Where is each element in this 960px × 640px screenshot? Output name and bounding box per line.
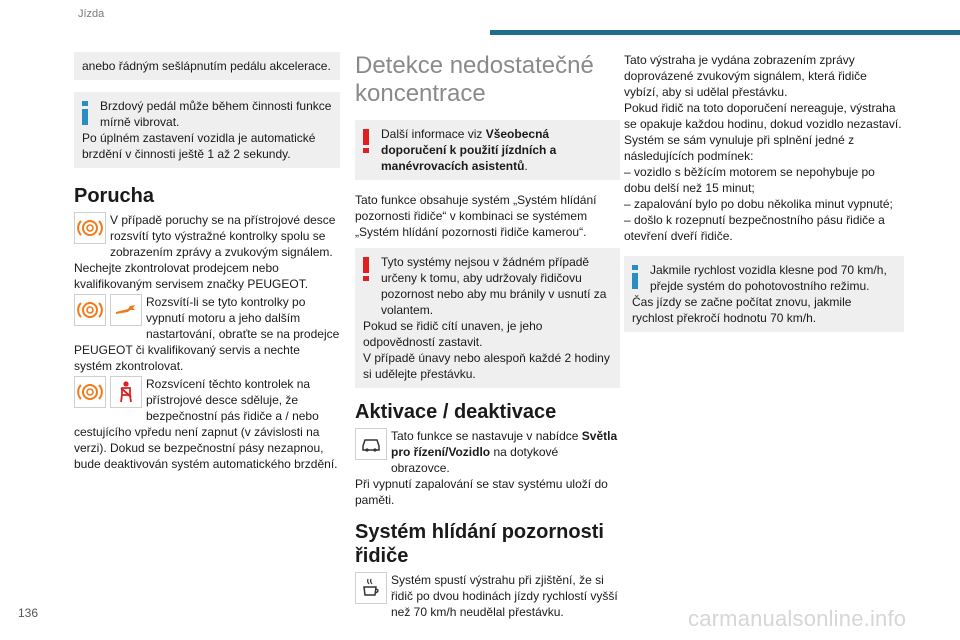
- heading-system: Systém hlídání pozornosti řidiče: [355, 521, 604, 567]
- warning-icon: [363, 129, 369, 153]
- watermark: carmanualsonline.info: [688, 606, 907, 631]
- intro-text: Tato funkce obsahuje systém „Systém hlídání pozornosti řidiče“ v kombinaci se systémem „Systém hlídání pozornosti řidiče kamerou“.: [355, 193, 597, 239]
- warning-box-general: [355, 120, 620, 180]
- memory-text: Při vypnutí zapalování se stav systému uloží do paměti.: [355, 477, 608, 507]
- warning-text-1: Další informace viz Všeobecná doporučení k použití jízdních a manévrovacích asistentů.: [381, 127, 557, 173]
- reset-text: Systém se sám vynuluje při splnění jedné z následujících podmínek:: [624, 133, 855, 163]
- header-accent-bar: [490, 30, 960, 35]
- info-icon: [632, 265, 638, 289]
- heading-aktivace: Aktivace / deaktivace: [355, 401, 557, 423]
- seatbelt-paragraph: [74, 376, 340, 472]
- info-box-brake-pedal: [74, 92, 340, 168]
- info-box-speed: [624, 256, 904, 332]
- restart-paragraph: [74, 294, 340, 374]
- heading-detekce: Detekce nedostatečné koncentrace: [355, 52, 594, 107]
- column-right: [624, 52, 904, 332]
- brake-warning-icon: [74, 376, 106, 408]
- speed-text-1: Jakmile rychlost vozidla klesne pod 70 km/h, přejde systém do pohotovostního režimu.: [650, 263, 887, 293]
- warning-box-fatigue: [355, 248, 620, 388]
- running-header: Jízda: [78, 8, 105, 20]
- activation-text: Tato funkce se nastavuje v nabídce Světla pro řízení/Vozidlo na dotykové obrazovce.: [391, 429, 618, 475]
- system-text: Systém spustí výstrahu při zjištění, že si řidič po dvou hodinách jízdy rychlostí vyšší než 70 km/h neudělal přestávku.: [391, 573, 618, 619]
- fault-paragraph: [74, 212, 340, 260]
- fatigue-text-1: Tyto systémy nejsou v žádném případě určeny k tomu, aby udržovaly řidičovu pozornost nebo aby mu bránily v usnutí za volantem.: [381, 255, 607, 317]
- speed-text-2: Čas jízdy se začne počítat znovu, jakmile rychlost překročí hodnotu 70 km/h.: [632, 295, 852, 325]
- info-text-2: Po úplném zastavení vozidla je automatické brzdění v činnosti ještě 1 až 2 sekundy.: [82, 131, 316, 161]
- page-number: 136: [18, 606, 39, 620]
- continuation-text: anebo řádným sešlápnutím pedálu akcelerace.: [82, 59, 331, 73]
- system-paragraph: [355, 572, 620, 620]
- info-icon: [82, 101, 88, 125]
- repeat-text: Pokud řidič na toto doporučení nereaguje, výstraha se opakuje každou hodinu, dokud vozidlo nezastaví.: [624, 101, 902, 131]
- list-item: – zapalování bylo po dobu několika minut vypnuté;: [624, 197, 893, 211]
- alert-text: Tato výstraha je vydána zobrazením zprávy doprovázené zvukovým signálem, která řidiče vybízí, aby si udělal přestávku.: [624, 53, 867, 99]
- service-wrench-icon: [110, 294, 142, 326]
- seatbelt-text: Rozsvícení těchto kontrolek na přístrojové desce sděluje, že bezpečnostní pás řidiče a / nebo cestujícího vpředu není zapnut (v závislosti na verzi). Dokud se bezpečnostní pásy nezapnou, bude deaktivován systém automatického brzdění.: [74, 377, 338, 471]
- info-text-1: Brzdový pedál může během činnosti funkce mírně vibrovat.: [100, 99, 332, 129]
- restart-text: Rozsvítí-li se tyto kontrolky po vypnutí motoru a jeho dalším nastartování, obraťte se na prodejce PEUGEOT či kvalifikovaný servis a nechte systém zkontrolovat.: [74, 295, 340, 373]
- continuation-box: [74, 52, 340, 80]
- list-item: – došlo k rozepnutí bezpečnostního pásu řidiče a otevření dveří řidiče.: [624, 213, 885, 243]
- seatbelt-icon: [110, 376, 142, 408]
- warning-link-text: Všeobecná doporučení k použití jízdních a manévrovacích asistentů: [381, 127, 557, 173]
- heading-porucha: Porucha: [74, 185, 155, 207]
- column-middle: [355, 52, 620, 620]
- coffee-cup-icon: [355, 572, 387, 604]
- brake-warning-icon: [74, 294, 106, 326]
- fatigue-text-2: Pokud se řidič cítí unaven, je jeho odpovědností zastavit.: [363, 319, 543, 349]
- warning-icon: [363, 257, 369, 281]
- list-item: – vozidlo s běžícím motorem se nepohybuje po dobu delší než 15 minut;: [624, 165, 875, 195]
- fatigue-text-3: V případě únavy nebo alespoň každé 2 hodiny si udělejte přestávku.: [363, 351, 610, 381]
- fault-text-2: Nechejte zkontrolovat prodejcem nebo kvalifikovaným servisem značky PEUGEOT.: [74, 261, 309, 291]
- activation-paragraph: [355, 428, 620, 476]
- brake-warning-icon: [74, 212, 106, 244]
- car-icon: [355, 428, 387, 460]
- column-left: [74, 52, 340, 472]
- fault-text-1: V případě poruchy se na přístrojové desce rozsvítí tyto výstražné kontrolky spolu se zobrazením zprávy a zvukovým signálem.: [110, 213, 336, 259]
